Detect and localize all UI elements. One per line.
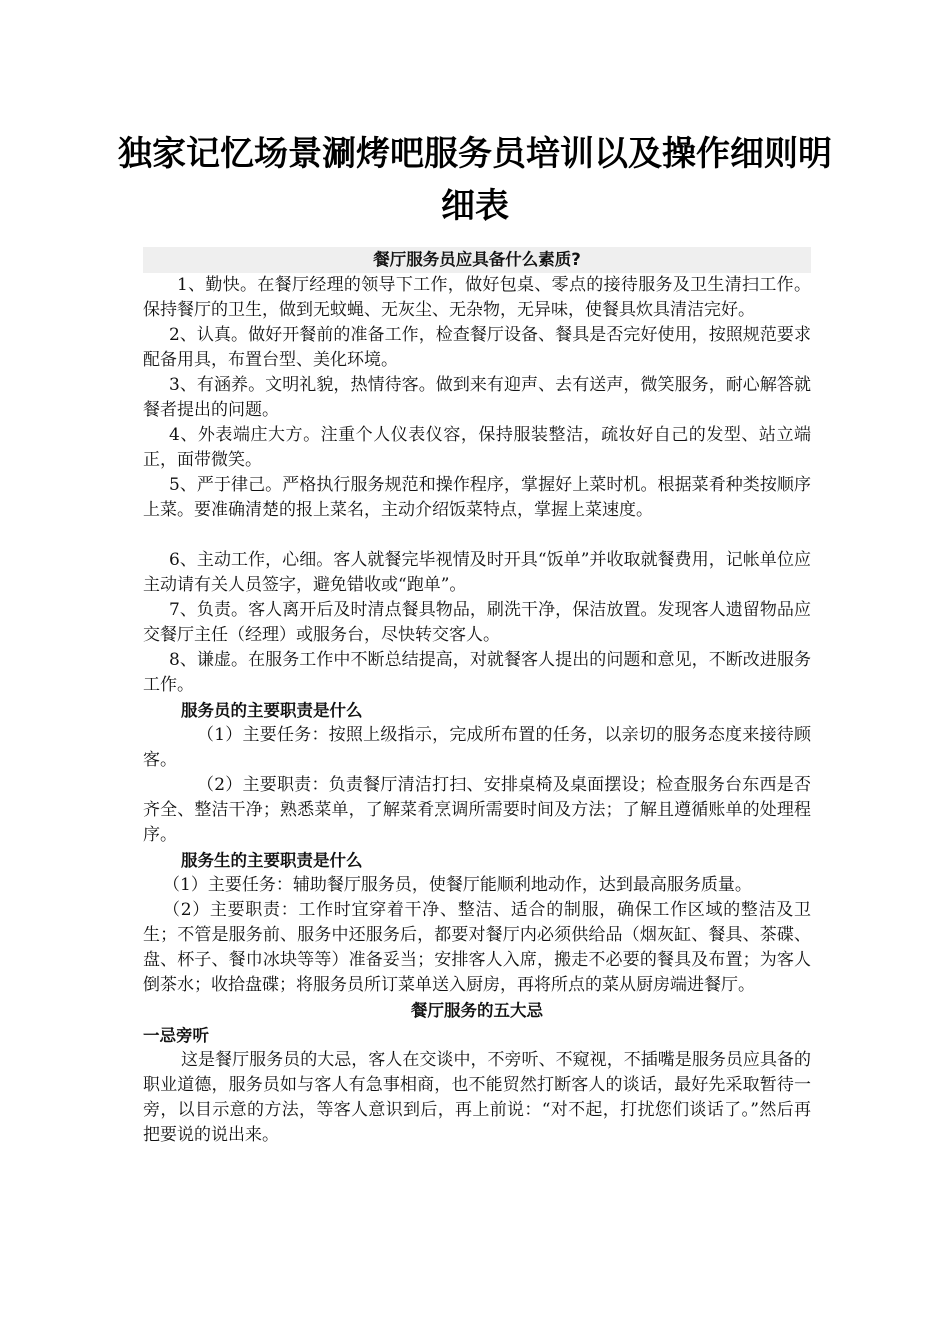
quality-item: 3、有涵养。文明礼貌，热情待客。做到来有迎声、去有送声，微笑服务，耐心解答就餐者提出的问题。 bbox=[143, 375, 811, 420]
quality-item: 7、负责。客人离开后及时清点餐具物品，刷洗干净，保洁放置。发现客人遗留物品应交餐厅主任（经理）或服务台，尽快转交客人。 bbox=[143, 600, 811, 645]
taboo-1-heading: 一忌旁听 bbox=[143, 1026, 209, 1045]
taboo-1-text: 这是餐厅服务员的大忌，客人在交谈中，不旁听、不窥视，不插嘴是服务员应具备的职业道德，服务员如与客人有急事相商，也不能贸然打断客人的谈话，最好先采取暂待一旁，以目示意的方法，等客人意识到后，再上前说：“对不起，打扰您们谈话了。”然后再把要说的说出来。 bbox=[143, 1050, 811, 1145]
section-banner-qualities: 餐厅服务员应具备什么素质? bbox=[143, 247, 811, 273]
paragraph-spacer bbox=[143, 523, 811, 548]
quality-item: 4、外表端庄大方。注重个人仪表仪容，保持服装整洁，疏妆好自己的发型、站立端正，面带微笑。 bbox=[143, 425, 811, 470]
quality-item: 8、谦虚。在服务工作中不断总结提高，对就餐客人提出的问题和意见，不断改进服务工作。 bbox=[143, 650, 811, 695]
waiter-duty-item: （2）主要职责：负责餐厅清洁打扫、安排桌椅及桌面摆设；检查服务台东西是否齐全、整洁干净；熟悉菜单，了解菜肴烹调所需要时间及方法；了解且遵循账单的处理程序。 bbox=[143, 775, 811, 845]
quality-item: 5、严于律己。严格执行服务规范和操作程序，掌握好上菜时机。根据菜肴种类按顺序上菜。要准确清楚的报上菜名，主动介绍饭菜特点，掌握上菜速度。 bbox=[143, 475, 811, 520]
waiter-duties-heading: 服务员的主要职责是什么 bbox=[181, 701, 363, 720]
quality-item: 2、认真。做好开餐前的准备工作，检查餐厅设备、餐具是否完好使用，按照规范要求配备用具，布置台型、美化环境。 bbox=[143, 325, 811, 370]
assistant-duty-item: （2）主要职责：工作时宜穿着干净、整洁、适合的制服，确保工作区域的整洁及卫生；不管是服务前、服务中还服务后，都要对餐厅内必须供给品（烟灰缸、餐具、茶碟、盘、杯子、餐巾冰块等等）准备妥当；安排客人入席，搬走不必要的餐具及布置；为客人倒茶水；收拾盘碟；将服务员所订菜单送入厨房，再将所点的菜从厨房端进餐厅。 bbox=[143, 900, 811, 995]
document-title: 独家记忆场景涮烤吧服务员培训以及操作细则明细表 bbox=[118, 134, 832, 226]
quality-item: 6、主动工作，心细。客人就餐完毕视情及时开具“饭单”并收取就餐费用，记帐单位应主动请有关人员签字，避免错收或“跑单”。 bbox=[143, 550, 811, 595]
assistant-duties-heading: 服务生的主要职责是什么 bbox=[181, 851, 363, 870]
document-body bbox=[143, 247, 811, 1148]
waiter-duty-item: （1）主要任务：按照上级指示，完成所布置的任务，以亲切的服务态度来接待顾客。 bbox=[143, 725, 811, 770]
quality-item: 1、勤快。在餐厅经理的领导下工作，做好包桌、零点的接待服务及卫生清扫工作。保持餐厅的卫生，做到无蚊蝇、无灰尘、无杂物，无异味，使餐具炊具清洁完好。 bbox=[143, 275, 811, 320]
taboos-heading: 餐厅服务的五大忌 bbox=[411, 1001, 543, 1020]
assistant-duty-item: （1）主要任务：辅助餐厅服务员，使餐厅能顺利地动作，达到最高服务质量。 bbox=[163, 875, 752, 895]
